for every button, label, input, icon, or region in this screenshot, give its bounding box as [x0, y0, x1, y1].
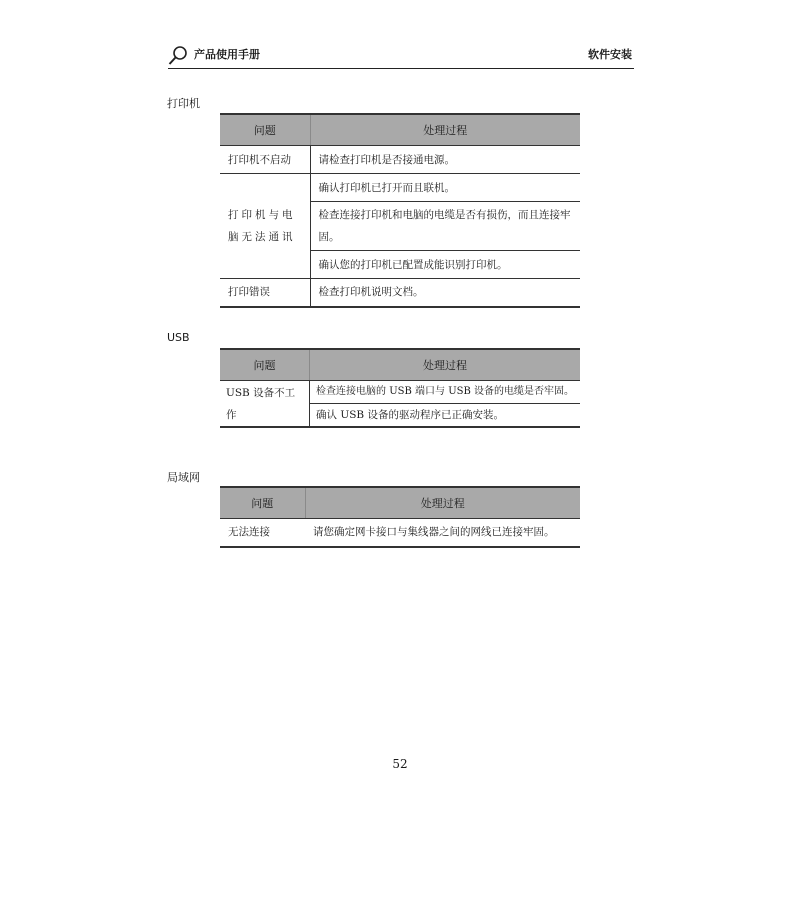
- table-row: [220, 519, 580, 547]
- table-header-row: [220, 114, 580, 146]
- problem-cell: 打印错误: [220, 279, 310, 307]
- table-row: [220, 381, 580, 404]
- process-cell: 请您确定网卡接口与集线器之间的网线已连接牢固。: [305, 519, 580, 547]
- problem-cell: USB 设备不工作: [220, 381, 310, 428]
- magnifier-icon: [168, 44, 190, 66]
- table-header-row: [220, 349, 580, 381]
- problem-cell: 打印机不启动: [220, 146, 310, 174]
- page-number: 52: [392, 757, 408, 771]
- col-header-problem: 问题: [220, 349, 310, 381]
- page-header: [168, 42, 634, 69]
- printer-table: [220, 113, 580, 308]
- section-title-usb: USB: [167, 331, 190, 344]
- table-row: [220, 174, 580, 202]
- section-title-lan: 局域网: [167, 471, 200, 484]
- problem-cell: 打印机与电脑无法通讯: [220, 174, 310, 279]
- col-header-problem: 问题: [220, 114, 310, 146]
- lan-table: [220, 486, 580, 548]
- process-cell: 确认 USB 设备的驱动程序已正确安装。: [310, 404, 580, 428]
- section-title-printer: 打印机: [167, 97, 200, 110]
- usb-table: [220, 348, 580, 428]
- table-header-row: [220, 487, 580, 519]
- chapter-title: 软件安装: [588, 48, 632, 61]
- col-header-process: 处理过程: [310, 349, 580, 381]
- manual-title: 产品使用手册: [194, 48, 260, 61]
- process-cell: 请检查打印机是否接通电源。: [310, 146, 580, 174]
- process-cell: 检查连接打印机和电脑的电缆是否有损伤，而且连接牢固。: [310, 202, 580, 251]
- process-cell: 确认打印机已打开而且联机。: [310, 174, 580, 202]
- col-header-process: 处理过程: [310, 114, 580, 146]
- problem-cell: 无法连接: [220, 519, 305, 547]
- process-cell: 检查连接电脑的 USB 端口与 USB 设备的电缆是否牢固。: [310, 381, 580, 404]
- process-cell: 确认您的打印机已配置成能识别打印机。: [310, 251, 580, 279]
- table-row: [220, 146, 580, 174]
- col-header-process: 处理过程: [305, 487, 580, 519]
- col-header-problem: 问题: [220, 487, 305, 519]
- process-cell: 检查打印机说明文档。: [310, 279, 580, 307]
- table-row: [220, 279, 580, 307]
